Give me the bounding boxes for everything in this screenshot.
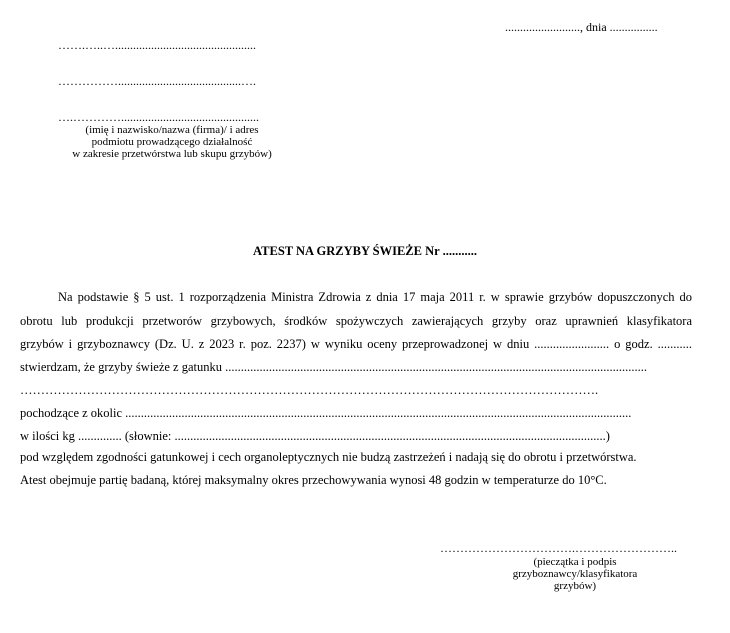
applicant-caption-line-1: (imię i nazwisko/nazwa (firma)/ i adres [85,124,259,136]
applicant-caption-line-3: w zakresie przetwórstwa lub skupu grzybów) [72,148,272,160]
body-line-2: obrotu lub produkcji przetworów grzybowych, środków spożywczych zawierających grzyby oraz uprawnień klasyfikatora [20,314,692,328]
body-line-5: …………………………………………………………………………………………………………………………. [20,383,599,397]
applicant-caption-line-2: podmiotu prowadzącego działalność [91,136,253,148]
signature-caption-line-2: grzyboznawcy/klasyfikatora [512,568,638,580]
body-line-6: pochodzące z okolic .................................................................................................................................................................. [20,406,632,420]
body-line-4: stwierdzam, że grzyby świeże z gatunku ....................................................................................................................................... [20,360,648,374]
body-line-1: Na podstawie § 5 ust. 1 rozporządzenia Ministra Zdrowia z dnia 17 maja 2011 r. w sprawie grzybów dopuszczonych do [58,290,692,304]
applicant-dotted-line-2: …………….........................................…. [58,74,256,88]
body-line-3: grzybów i grzyboznawcy (Dz. U. z 2023 r. poz. 2237) w wyniku oceny przeprowadzonej w dniu ........................ o godz. ........... [20,337,692,351]
signature-caption-line-1: (pieczątka i podpis [533,556,617,568]
body-line-9: Atest obejmuje partię badaną, której maksymalny okres przechowywania wynosi 48 godzin w temperaturze do 10°C. [20,473,607,487]
applicant-dotted-line-1: …….…..…............................................... [58,38,256,52]
body-line-7: w ilości kg .............. (słownie: ..........................................................................................................................................) [20,429,610,443]
document-title: ATEST NA GRZYBY ŚWIEŻE Nr ........... [253,244,477,258]
signature-caption-line-3: grzybów) [553,580,597,592]
signature-caption [492,556,658,592]
signature-dotted-line: …………………………….…………………….. [440,541,677,555]
applicant-caption [58,124,286,160]
applicant-dotted-line-3: ….………….............................................. [58,110,259,124]
body-line-8: pod względem zgodności gatunkowej i cech organoleptycznych nie budzą zastrzeżeń i nadają się do obrotu i przetwórstwa. [20,450,637,464]
place-date-line: ........................., dnia ................ [505,20,658,34]
